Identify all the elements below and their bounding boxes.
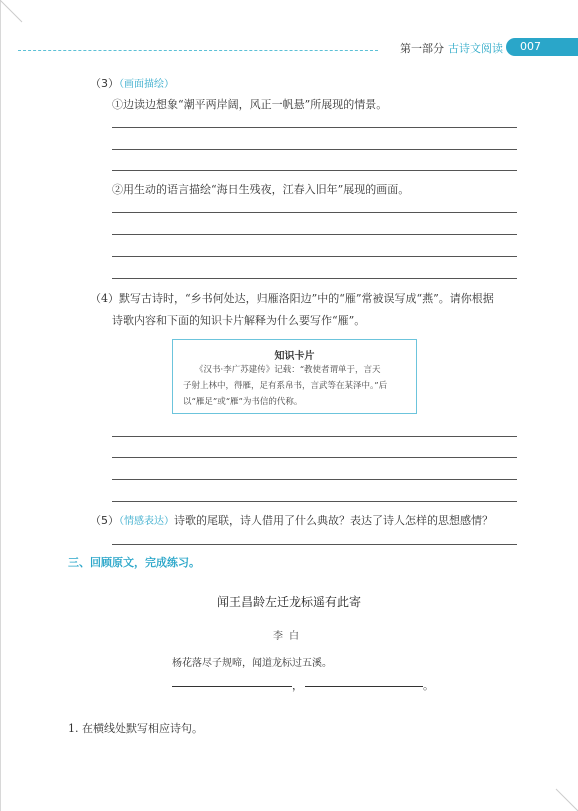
knowledge-card-line: 子射上林中，得雁，足有系帛书，言武等在某泽中。”后 bbox=[183, 381, 388, 391]
answer-line[interactable] bbox=[112, 436, 517, 437]
answer-line[interactable] bbox=[112, 170, 517, 171]
answer-line[interactable] bbox=[112, 149, 517, 150]
page-number: 007 bbox=[506, 38, 578, 56]
question-5-heading bbox=[90, 512, 493, 528]
answer-line[interactable] bbox=[112, 278, 517, 279]
poem-punctuation: ， bbox=[292, 679, 303, 692]
header-part: 第一部分 bbox=[400, 42, 444, 55]
question-tag: （画面描绘） bbox=[119, 79, 174, 90]
knowledge-card-line: 《汉书·李广苏建传》记载：“教使者谓单于，言天 bbox=[195, 365, 381, 375]
poem-line: 杨花落尽子规啼，闻道龙标过五溪。 bbox=[172, 658, 332, 669]
answer-line[interactable] bbox=[112, 501, 517, 502]
header-divider bbox=[18, 50, 378, 51]
knowledge-card-title: 知识卡片 bbox=[274, 351, 315, 362]
question-3-sub1: ①边读边想象“潮平两岸阔，风正一帆悬”所展现的情景。 bbox=[112, 98, 388, 111]
question-tag: （情感表达） bbox=[119, 516, 174, 527]
answer-line[interactable] bbox=[112, 127, 517, 128]
question-5-text: 诗歌的尾联，诗人借用了什么典故？表达了诗人怎样的思想感情？ bbox=[174, 514, 493, 527]
poem-author: 李白 bbox=[273, 631, 305, 642]
answer-line[interactable] bbox=[112, 457, 517, 458]
header-section: 古诗文阅读 bbox=[448, 42, 503, 55]
question-number: （3） bbox=[90, 77, 119, 90]
question-4-line2: 诗歌内容和下面的知识卡片解释为什么要写作“雁”。 bbox=[112, 314, 366, 327]
answer-line[interactable] bbox=[112, 479, 517, 480]
answer-line[interactable] bbox=[112, 234, 517, 235]
question-3-sub2: ②用生动的语言描绘“海日生残夜，江春入旧年”展现的画面。 bbox=[112, 183, 410, 196]
poem-punctuation: 。 bbox=[423, 679, 434, 692]
poem-title: 闻王昌龄左迁龙标遥有此寄 bbox=[216, 595, 361, 609]
fill-blank[interactable] bbox=[172, 686, 292, 687]
question-3-heading bbox=[90, 75, 174, 91]
answer-line[interactable] bbox=[112, 256, 517, 257]
corner-mark bbox=[548, 781, 578, 811]
question-number: （5） bbox=[90, 514, 119, 527]
answer-line[interactable] bbox=[112, 212, 517, 213]
exercise-1: 1. 在横线处默写相应诗句。 bbox=[68, 722, 203, 735]
knowledge-card bbox=[172, 339, 417, 414]
fill-blank[interactable] bbox=[305, 686, 423, 687]
answer-line[interactable] bbox=[112, 544, 517, 545]
question-4-line1: （4）默写古诗时，“乡书何处达，归雁洛阳边”中的“雁”常被误写成“燕”。请你根据 bbox=[90, 292, 494, 305]
knowledge-card-line: 以“雁足”或“雁”为书信的代称。 bbox=[183, 397, 303, 407]
corner-mark bbox=[0, 0, 30, 30]
page-header bbox=[18, 38, 578, 58]
section-3-heading: 三、回顾原文，完成练习。 bbox=[68, 556, 200, 569]
